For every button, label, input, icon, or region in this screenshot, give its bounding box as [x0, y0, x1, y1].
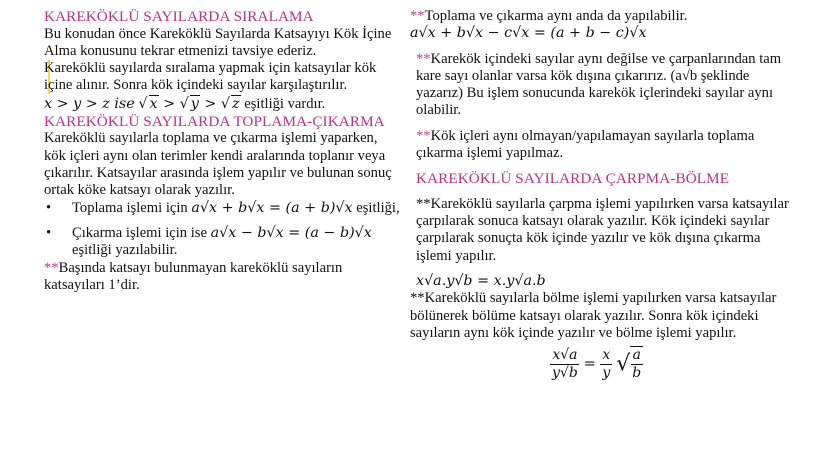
- math-toplama: a√x + b√x = (a + b)√x: [191, 199, 353, 216]
- bullet-cikarma: • Çıkarma işlemi için ise a√x − b√x = (a − b)√x eşitliği yazılabilir.: [46, 224, 372, 259]
- inequality-line: [44, 95, 400, 113]
- heading-siralama: KAREKÖKLÜ SAYILARDA SIRALAMA: [44, 8, 314, 25]
- heading-carpma-bolme: KAREKÖKLÜ SAYILARDA ÇARPMA-BÖLME: [416, 170, 730, 188]
- note-carpma: **Kareköklü sayılarla çarpma işlemi yapılırken varsa katsayılar çarpılarak sonuca katsayı olarak yazılır. Kök içindeki sayılar çarpılarak sonuçta kök içinde yazılır ve kök dışına çıkarma işlemi yapılır.: [416, 195, 789, 264]
- note-katsayi: **Başında katsayı bulunmayan kareköklü sayıların katsayıları 1’dir.: [44, 259, 343, 293]
- math-carpma: x√a.y√b = x.y√a.b: [416, 273, 546, 290]
- left-column: [44, 8, 400, 294]
- math-bolme: $\frac{x√a}{y√b}$ = $\frac{x}{y}$ √ $\frac{a}{b}$: [552, 346, 642, 382]
- paragraph-siralama: Kareköklü sayılarda sıralama yapmak için katsayılar kök içine alınır. Sonra kök içindeki sayılar karşılaştırılır.: [44, 60, 377, 94]
- fraction-coef: $\frac{x}{y}$: [602, 346, 611, 381]
- bullet-dot: •: [46, 199, 52, 216]
- fraction-left: $\frac{x√a}{y√b}$: [552, 346, 578, 381]
- paragraph-toplama: Kareköklü sayılarla toplama ve çıkarma işlemi yaparken, kök içleri aynı olan terimler kendi aralarında toplanır veya çıkarılır. Katsayılar arasında işlem yapılır ve bulunan sonuç ortak köke katsayı olarak yazılır.: [44, 130, 392, 199]
- note-bolme: **Kareköklü sayılarla bölme işlemi yapılırken varsa katsayılar bölünerek bölüme katsayı olarak yazılır. Sonra kök içindeki sayıların aynı kök içinde yazılır ve bölme işlemi yapılır.: [410, 290, 777, 341]
- inequality-condition: x > y > z ise: [44, 95, 135, 112]
- fraction-radicand: $\frac{a}{b}$: [632, 347, 642, 382]
- math-cikarma: a√x − b√x = (a − b)√x: [210, 224, 372, 241]
- inequality-chain: √ x > √ y > √ z: [138, 95, 240, 112]
- note-kok-icleri: **Kök içleri aynı olmayan/yapılamayan sayılarla toplama çıkarma işlemi yapılmaz.: [416, 127, 755, 162]
- heading-toplama-cikarma: KAREKÖKLÜ SAYILARDA TOPLAMA-ÇIKARMA: [44, 112, 385, 130]
- right-column: [410, 8, 790, 382]
- math-combined: a√x + b√x − c√x = (a + b − c)√x: [410, 25, 647, 42]
- bullet-toplama: • Toplama işlemi için a√x + b√x = (a + b)√x eşitliği,: [46, 199, 400, 216]
- inequality-suffix: eşitliği vardır.: [244, 95, 326, 112]
- note-kok-disi: **Karekök içindeki sayılar aynı değilse ve çarpanlarından tam kare sayı olanlar varsa kök dışına çıkarırız. (a√b şeklinde yazarız) Bu işlem sonucunda karekök içlerindeki sayılar aynı olabilir.: [416, 50, 782, 119]
- note-toplama-cikarma: **Toplama ve çıkarma aynı anda da yapılabilir.: [410, 8, 688, 24]
- paragraph-intro: Bu konudan önce Kareköklü Sayılarda Katsayıyı Kök İçine Alma konusunu tekrar etmenizi tavsiye ederiz.: [44, 25, 392, 59]
- bullet-dot: •: [46, 224, 52, 241]
